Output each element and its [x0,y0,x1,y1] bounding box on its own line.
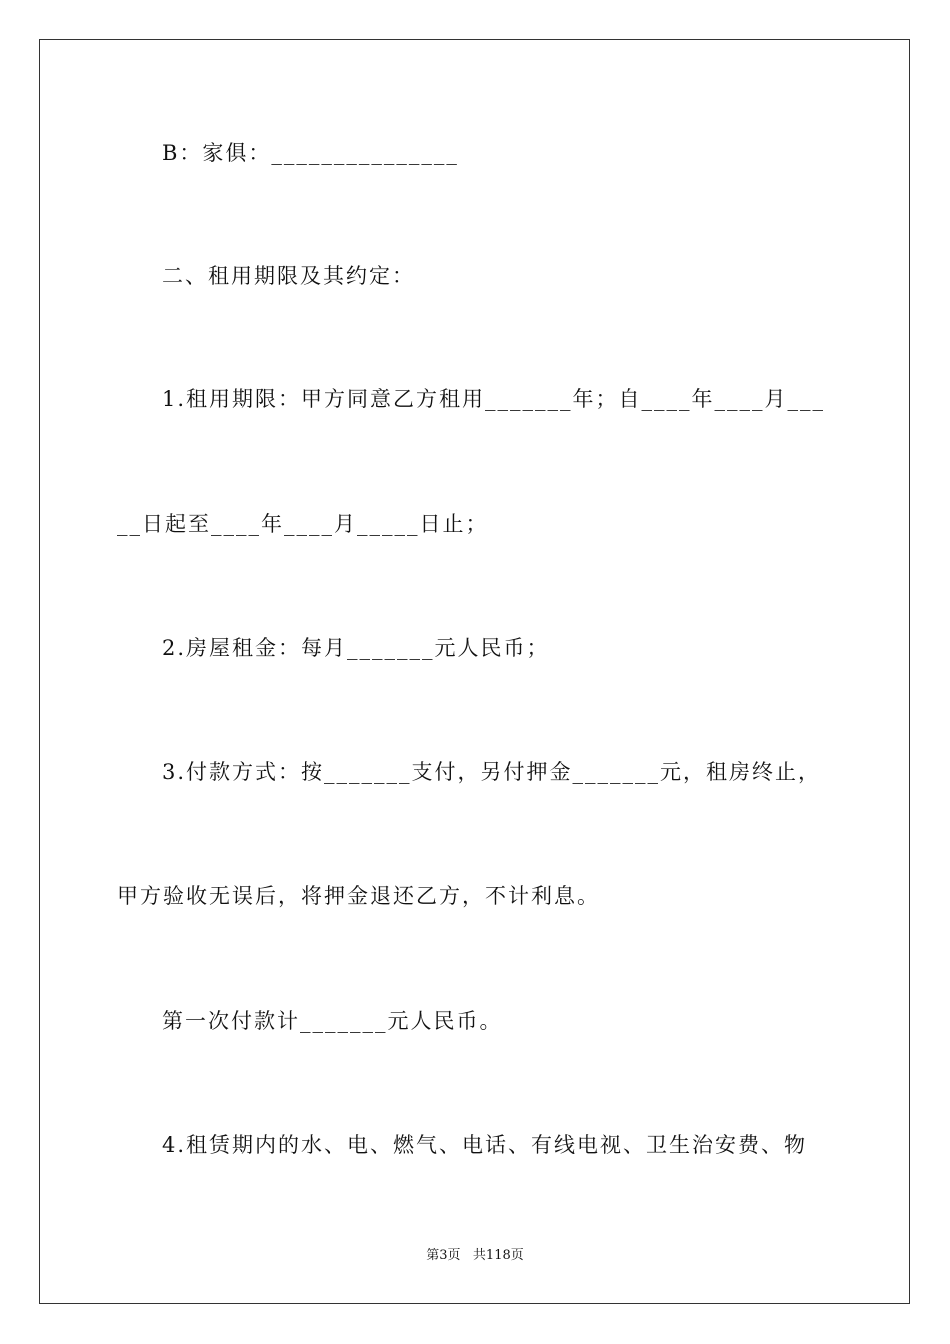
clause-3-line-1: 3.付款方式：按_______支付，另付押金_______元，租房终止， [162,760,822,784]
page-frame [39,39,910,1304]
clause-2-rent: 2.房屋租金：每月_______元人民币； [162,636,550,660]
first-payment-line: 第一次付款计_______元人民币。 [162,1009,503,1033]
item-b-furniture: B：家俱：_______________ [162,141,459,165]
page-footer: 第3页 共118页 [426,1248,524,1263]
clause-1-line-2: __日起至____年____月_____日止； [117,512,489,536]
clause-1-line-1: 1.租用期限：甲方同意乙方租用_______年；自____年____月___ [162,387,826,411]
section-two-heading: 二、租用期限及其约定： [162,264,415,288]
clause-3-line-2: 甲方验收无误后，将押金退还乙方，不计利息。 [117,884,600,908]
clause-4-line-1: 4.租赁期内的水、电、燃气、电话、有线电视、卫生治安费、物 [162,1133,808,1157]
